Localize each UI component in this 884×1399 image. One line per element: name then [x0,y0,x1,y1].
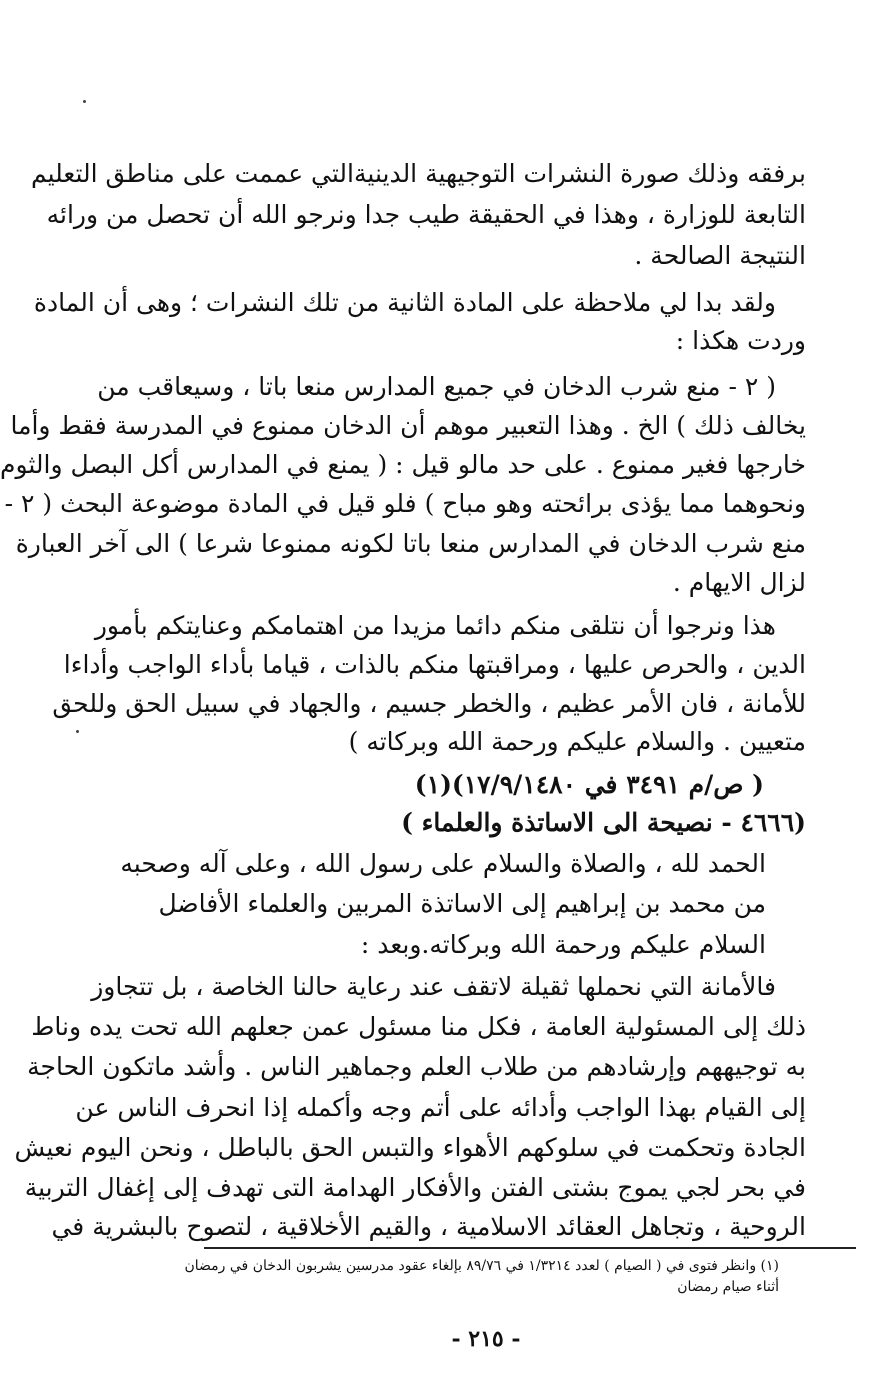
body-line: ولقد بدا لي ملاحظة على المادة الثانية من تلك النشرات ؛ وهى أن المادة [33,288,776,317]
body-line: التابعة للوزارة ، وهذا في الحقيقة طيب جدا ونرجو الله أن تحصل من ورائه [46,200,806,229]
body-line: منع شرب الدخان في المدارس منعا باتا لكونه ممنوعا شرعا ) الى آخر العبارة [15,529,806,558]
body-line: السلام عليكم ورحمة الله وبركاته.وبعد : [360,930,766,959]
body-line: للأمانة ، فان الأمر عظيم ، والخطر جسيم ، والجهاد في سبيل الحق وللحق [52,689,806,718]
footnote-line-1: (١) وانظر فتوى في ( الصيام ) لعدد ١/٣٢١٤ في ٨٩/٧٦ بإلغاء عقود مدرسين يشربون الدخان في رمضان [184,1258,779,1274]
body-line: به توجيههم وإرشادهم من طلاب العلم وجماهير الناس . وأشد ماتكون الحاجة [27,1052,806,1081]
body-line: لزال الايهام . [672,568,806,597]
footnote-divider [204,1247,856,1249]
body-line: هذا ونرجوا أن نتلقى منكم دائما مزيدا من اهتمامكم وعنايتكم بأمور [94,611,776,640]
body-line: إلى القيام بهذا الواجب وأدائه على أتم وجه وأكمله إذا انحرف الناس عن [75,1093,806,1122]
body-line: من محمد بن إبراهيم إلى الاساتذة المربين والعلماء الأفاضل [158,889,766,918]
scan-speck [76,730,79,733]
body-line: الدين ، والحرص عليها ، ومراقبتها منكم بالذات ، قياما بأداء الواجب وأداءا [63,650,806,679]
body-line: الروحية ، وتجاهل العقائد الاسلامية ، والقيم الأخلاقية ، لتصوح بالبشرية في [51,1212,806,1241]
body-line: فالأمانة التي نحملها ثقيلة لاتقف عند رعاية حالنا الخاصة ، بل تتجاوز [91,972,776,1001]
body-line: (٤٦٦٦ - نصيحة الى الاساتذة والعلماء ) [401,808,806,837]
body-line: يخالف ذلك ) الخ . وهذا التعبير موهم أن الدخان ممنوع في المدرسة فقط وأما [10,411,806,440]
body-line: وردت هكذا : [675,326,806,355]
body-line: متعيين . والسلام عليكم ورحمة الله وبركاته ) [348,727,806,756]
body-line: الحمد لله ، والصلاة والسلام على رسول الله ، وعلى آله وصحبه [120,849,766,878]
body-line: ذلك إلى المسئولية العامة ، فكل منا مسئول عمن جعلهم الله تحت يده وناط [31,1012,806,1041]
page-number: - ٢١٥ - [451,1326,521,1352]
body-line: خارجها فغير ممنوع . على حد مالو قيل : ( يمنع في المدارس أكل البصل والثوم [0,450,806,479]
body-line: برفقه وذلك صورة النشرات التوجيهية الدينيةالتي عممت على مناطق التعليم [30,159,806,188]
body-line: النتيجة الصالحة . [634,241,806,270]
scan-speck [83,100,86,103]
body-line: ونحوهما مما يؤذى برائحته وهو مباح ) فلو قيل في المادة موضوعة البحث ( ٢ - [4,489,806,518]
body-line: في بحر لجي يموج بشتى الفتن والأفكار الهدامة التى تهدف إلى إغفال التربية [24,1173,806,1202]
body-line: الجادة وتحكمت في سلوكهم الأهواء والتبس الحق بالباطل ، ونحن اليوم نعيش [14,1133,806,1162]
body-line: ( ص/م ٣٤٩١ في ١٧/٩/١٤٨٠)(١) [414,770,764,799]
body-line: ( ٢ - منع شرب الدخان في جميع المدارس منعا باتا ، وسيعاقب من [97,372,776,401]
footnote-line-2: أثناء صيام رمضان [677,1279,779,1295]
